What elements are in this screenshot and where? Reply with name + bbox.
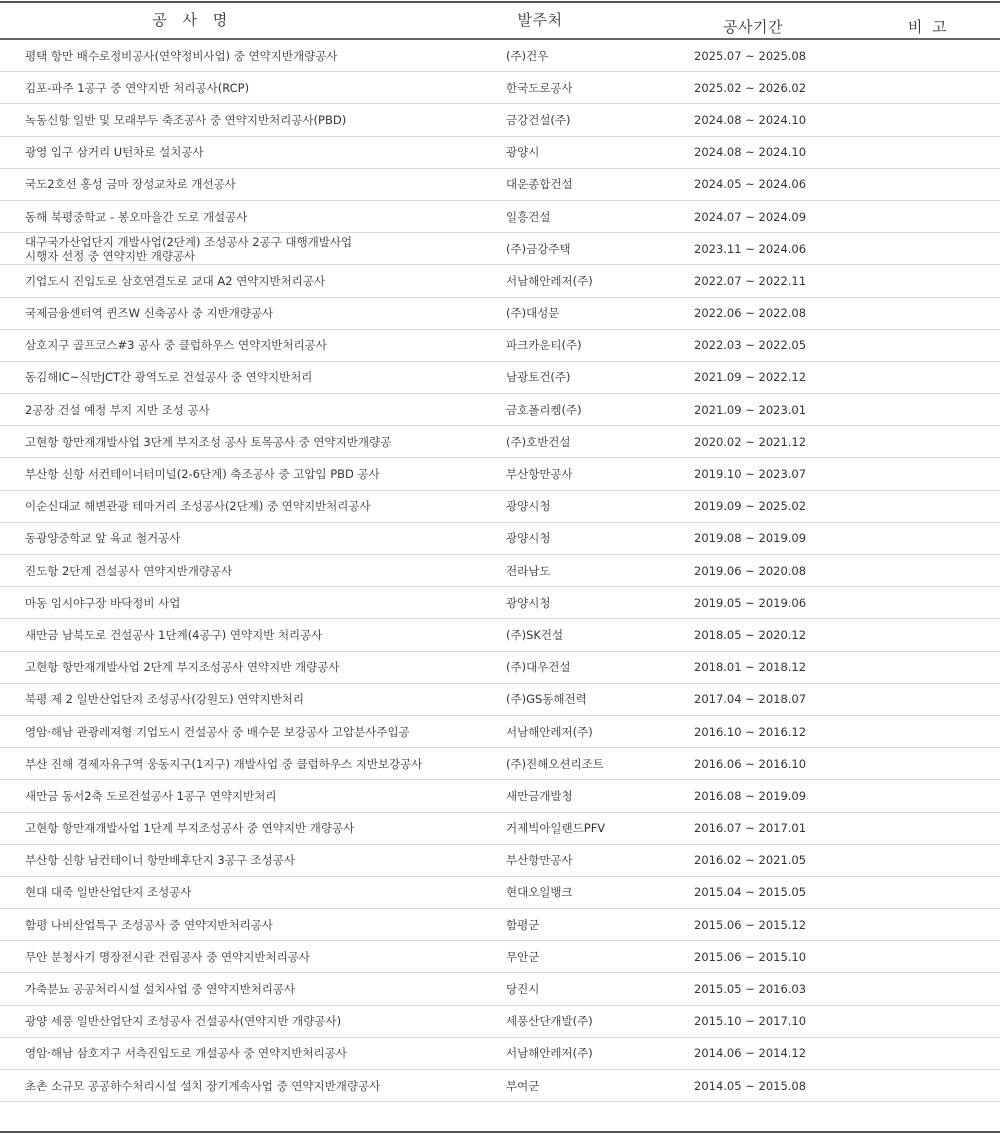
- client-cell: (주)금강주택: [506, 241, 571, 256]
- table-row: [0, 426, 1000, 458]
- period-cell: 2021.09 ~ 2022.12: [694, 370, 807, 385]
- period-cell: 2022.07 ~ 2022.11: [694, 273, 807, 288]
- client-cell: 서남해안레저(주): [506, 273, 593, 288]
- table-row: [0, 233, 1000, 265]
- table-row: [0, 330, 1000, 362]
- client-cell: 대운종합건설: [506, 177, 573, 192]
- period-cell: 2024.08 ~ 2024.10: [694, 112, 807, 127]
- client-cell: (주)대성문: [506, 306, 560, 321]
- period-cell: 2015.04 ~ 2015.05: [694, 885, 807, 900]
- table-row: [0, 941, 1000, 973]
- period-cell: 2023.11 ~ 2024.06: [694, 241, 807, 256]
- project-name-cell: 무안 분청사기 명장전시관 건립공사 중 연약지반처리공사: [25, 949, 310, 964]
- project-name-cell: 대구국가산업단지 개발사업(2단계) 조성공사 2공구 대행개발사업 시행자 선정 중 연약지반 개량공사: [25, 234, 353, 263]
- table-row: [0, 780, 1000, 812]
- table-row: [0, 909, 1000, 941]
- table-row: [0, 684, 1000, 716]
- period-cell: 2024.07 ~ 2024.09: [694, 209, 807, 224]
- period-cell: 2025.07 ~ 2025.08: [694, 48, 807, 63]
- period-cell: 2015.06 ~ 2015.12: [694, 917, 807, 932]
- project-name-cell: 진도항 2단계 건설공사 연약지반개량공사: [25, 563, 233, 578]
- table-row: [0, 169, 1000, 201]
- period-cell: 2016.10 ~ 2016.12: [694, 724, 807, 739]
- period-cell: 2014.05 ~ 2015.08: [694, 1078, 807, 1093]
- table-row: [0, 104, 1000, 136]
- client-cell: 남광토건(주): [506, 370, 571, 385]
- period-cell: 2019.09 ~ 2025.02: [694, 499, 807, 514]
- client-cell: 광양시청: [506, 531, 551, 546]
- project-name-cell: 초촌 소규모 공공하수처리시설 설치 장기계속사업 중 연약지반개량공사: [25, 1078, 381, 1093]
- period-cell: 2016.06 ~ 2016.10: [694, 756, 807, 771]
- project-name-cell: 광영 입구 삼거리 U턴차로 설치공사: [25, 145, 204, 160]
- header-note: 비 고: [907, 18, 948, 36]
- client-cell: 서남해안레저(주): [506, 724, 593, 739]
- table-row: [0, 298, 1000, 330]
- client-cell: (주)GS동해전력: [506, 692, 587, 707]
- client-cell: 광양시청: [506, 499, 551, 514]
- client-cell: 함평군: [506, 917, 540, 932]
- project-name-cell: 이순신대교 해변관광 테마거리 조성공사(2단계) 중 연약지반처리공사: [25, 499, 371, 514]
- table-header: [0, 3, 1000, 38]
- client-cell: 금강건설(주): [506, 112, 571, 127]
- period-cell: 2021.09 ~ 2023.01: [694, 402, 807, 417]
- client-cell: 전라남도: [506, 563, 551, 578]
- project-name-cell: 녹동신항 일반 및 모래부두 축조공사 중 연약지반처리공사(PBD): [25, 112, 347, 127]
- period-cell: 2016.07 ~ 2017.01: [694, 821, 807, 836]
- client-cell: (주)호반건설: [506, 434, 571, 449]
- table-row: [0, 652, 1000, 684]
- header-project-name: 공 사 명: [152, 11, 228, 29]
- project-name-cell: 마동 임시야구장 바닥정비 사업: [25, 595, 181, 610]
- table-row: [0, 40, 1000, 72]
- project-name-cell: 평택 항만 배수로정비공사(연약정비사업) 중 연약지반개량공사: [25, 48, 338, 63]
- client-cell: 부산항만공사: [506, 853, 573, 868]
- table-row: [0, 973, 1000, 1005]
- period-cell: 2017.04 ~ 2018.07: [694, 692, 807, 707]
- client-cell: 현대오일뱅크: [506, 885, 573, 900]
- project-name-cell: 부산 진해 경제자유구역 웅동지구(1지구) 개발사업 중 클럽하우스 지반보강공사: [25, 756, 423, 771]
- table-row: [0, 619, 1000, 651]
- table-row: [0, 137, 1000, 169]
- client-cell: (주)진해오션리조트: [506, 756, 604, 771]
- period-cell: 2015.05 ~ 2016.03: [694, 982, 807, 997]
- project-name-cell: 고현항 항만재개발사업 1단계 부지조성공사 중 연약지반 개량공사: [25, 821, 355, 836]
- table-row: [0, 1070, 1000, 1102]
- period-cell: 2019.08 ~ 2019.09: [694, 531, 807, 546]
- project-name-cell: 동해 북평중학교 - 봉오마을간 도로 개설공사: [25, 209, 248, 224]
- project-name-cell: 동광양중학교 앞 육교 철거공사: [25, 531, 181, 546]
- client-cell: 부여군: [506, 1078, 540, 1093]
- client-cell: 무안군: [506, 949, 540, 964]
- table-row: [0, 716, 1000, 748]
- project-name-cell: 광양 세풍 일반산업단지 조성공사 건설공사(연약지반 개량공사): [25, 1014, 342, 1029]
- project-name-cell: 함평 나비산업특구 조성공사 중 연약지반처리공사: [25, 917, 273, 932]
- table-row: [0, 813, 1000, 845]
- project-name-cell: 영암·해남 삼호지구 서측진입도로 개설공사 중 연약지반처리공사: [25, 1046, 347, 1061]
- project-name-cell: 2공장 건설 예정 부지 지반 조성 공사: [25, 402, 210, 417]
- table-row: [0, 201, 1000, 233]
- period-cell: 2014.06 ~ 2014.12: [694, 1046, 807, 1061]
- period-cell: 2019.10 ~ 2023.07: [694, 467, 807, 482]
- client-cell: 부산항만공사: [506, 467, 573, 482]
- period-cell: 2020.02 ~ 2021.12: [694, 434, 807, 449]
- client-cell: 광양시청: [506, 595, 551, 610]
- client-cell: 금호폴리켐(주): [506, 402, 582, 417]
- client-cell: 새만금개발청: [506, 788, 573, 803]
- project-name-cell: 북평 제 2 일반산업단지 조성공사(강원도) 연약지반처리: [25, 692, 304, 707]
- table-row: [0, 265, 1000, 297]
- client-cell: 광양시: [506, 145, 540, 160]
- project-name-cell: 새만금 동서2축 도로건설공사 1공구 연약지반처리: [25, 788, 277, 803]
- client-cell: 세풍산단개발(주): [506, 1014, 593, 1029]
- project-name-cell: 고현항 항만재개발사업 2단계 부지조성공사 연약지반 개량공사: [25, 660, 340, 675]
- period-cell: 2016.02 ~ 2021.05: [694, 853, 807, 868]
- period-cell: 2019.06 ~ 2020.08: [694, 563, 807, 578]
- project-name-cell: 국제금융센터역 퀸즈W 신축공사 중 지반개량공사: [25, 306, 274, 321]
- project-name-cell: 영암·해남 관광레저형 기업도시 건설공사 중 배수문 보강공사 고압분사주입공: [25, 724, 410, 739]
- period-cell: 2015.06 ~ 2015.10: [694, 949, 807, 964]
- period-cell: 2018.05 ~ 2020.12: [694, 627, 807, 642]
- period-cell: 2022.06 ~ 2022.08: [694, 306, 807, 321]
- table-row: [0, 1006, 1000, 1038]
- period-cell: 2018.01 ~ 2018.12: [694, 660, 807, 675]
- client-cell: 서남해안레저(주): [506, 1046, 593, 1061]
- table-row: [0, 845, 1000, 877]
- table-row: [0, 362, 1000, 394]
- period-cell: 2015.10 ~ 2017.10: [694, 1014, 807, 1029]
- client-cell: (주)SK건설: [506, 627, 564, 642]
- project-name-cell: 김포-파주 1공구 중 연약지반 처리공사(RCP): [25, 80, 250, 95]
- client-cell: 파크카운티(주): [506, 338, 582, 353]
- table-row: [0, 458, 1000, 490]
- table-row: [0, 1038, 1000, 1070]
- table-body: [0, 40, 1000, 1102]
- period-cell: 2019.05 ~ 2019.06: [694, 595, 807, 610]
- table-row: [0, 491, 1000, 523]
- period-cell: 2022.03 ~ 2022.05: [694, 338, 807, 353]
- table-row: [0, 555, 1000, 587]
- client-cell: 한국도로공사: [506, 80, 573, 95]
- period-cell: 2016.08 ~ 2019.09: [694, 788, 807, 803]
- client-cell: 거제빅아일랜드PFV: [506, 821, 606, 836]
- project-name-cell: 부산항 신항 서컨테이너터미널(2-6단계) 축조공사 중 고압입 PBD 공사: [25, 467, 380, 482]
- period-cell: 2025.02 ~ 2026.02: [694, 80, 807, 95]
- period-cell: 2024.08 ~ 2024.10: [694, 145, 807, 160]
- table-row: [0, 72, 1000, 104]
- period-cell: 2024.05 ~ 2024.06: [694, 177, 807, 192]
- table-row: [0, 748, 1000, 780]
- client-cell: 일흥건설: [506, 209, 551, 224]
- project-name-cell: 기업도시 진입도로 삼호연결도로 교대 A2 연약지반처리공사: [25, 273, 326, 288]
- table-row: [0, 877, 1000, 909]
- project-name-cell: 새만금 남북도로 건설공사 1단계(4공구) 연약지반 처리공사: [25, 627, 323, 642]
- client-cell: 당진시: [506, 982, 540, 997]
- project-name-cell: 고현항 항만재개발사업 3단계 부지조성 공사 토목공사 중 연약지반개량공: [25, 434, 392, 449]
- project-name-cell: 현대 대죽 일반산업단지 조성공사: [25, 885, 192, 900]
- project-name-cell: 가축분뇨 공공처리시설 설치사업 중 연약지반처리공사: [25, 982, 296, 997]
- table-row: [0, 394, 1000, 426]
- table-row: [0, 587, 1000, 619]
- client-cell: (주)대우건설: [506, 660, 571, 675]
- project-name-cell: 국도2호선 홍성 금마 장성교차로 개선공사: [25, 177, 236, 192]
- header-period: 공사기간: [723, 18, 783, 36]
- client-cell: (주)건우: [506, 48, 549, 63]
- project-name-cell: 동김해IC~식만JCT간 광역도로 건설공사 중 연약지반처리: [25, 370, 313, 385]
- table-bottom-rule: [0, 1131, 1000, 1133]
- project-name-cell: 삼호지구 골프코스#3 공사 중 클럽하우스 연약지반처리공사: [25, 338, 327, 353]
- project-name-cell: 부산항 신항 남컨테이너 항만배후단지 3공구 조성공사: [25, 853, 295, 868]
- table-row: [0, 523, 1000, 555]
- header-client: 발주처: [517, 11, 563, 29]
